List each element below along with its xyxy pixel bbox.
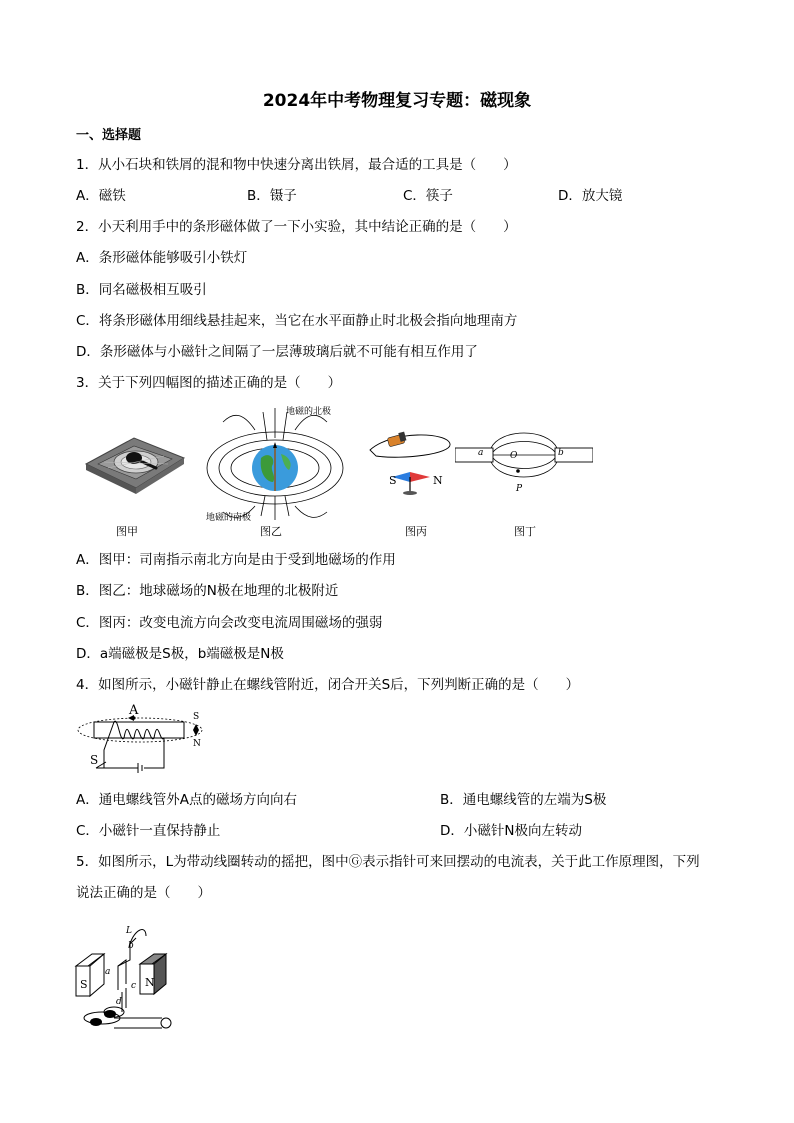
label-bing-n: N [433, 474, 443, 487]
caption-fig-yi: 图乙 [260, 525, 282, 538]
q4-option-c: C．小磁针一直保持静止 [76, 823, 221, 839]
q1-stem: 1．从小石块和铁屑的混和物中快速分离出铁屑，最合适的工具是（ ） [76, 157, 517, 173]
q3-option-d: D．a端磁极是S极，b端磁极是N极 [76, 646, 284, 662]
section-heading: 一、选择题 [76, 128, 142, 143]
figure-ding-field-lines [455, 426, 593, 498]
q4-stem: 4．如图所示，小磁针静止在螺线管附近，闭合开关S后，下列判断正确的是（ ） [76, 677, 580, 693]
q4-option-b: B．通电螺线管的左端为S极 [440, 792, 607, 808]
label-q4-switch-s: S [90, 753, 99, 767]
q3-option-b: B．图乙：地球磁场的N极在地理的北极附近 [76, 583, 339, 599]
q1-option-b: B．镊子 [247, 188, 297, 204]
label-geomagnetic-north: 地磁的北极 [286, 407, 332, 417]
q3-stem: 3．关于下列四幅图的描述正确的是（ ） [76, 375, 342, 391]
label-q5-a: a [105, 967, 111, 977]
figure-bing-oersted [362, 430, 454, 500]
caption-fig-ding: 图丁 [514, 525, 536, 538]
label-geomagnetic-south: 地磁的南极 [206, 513, 252, 523]
label-ding-b: b [558, 448, 564, 458]
label-q4-needle-n: N [193, 739, 201, 749]
caption-fig-jia: 图甲 [116, 525, 138, 538]
figure-yi-earth-field [203, 402, 347, 520]
q1-option-c: C．筷子 [403, 188, 453, 204]
label-ding-a: a [478, 448, 484, 458]
label-q5-d: d [116, 997, 122, 1007]
label-ding-o: O [510, 451, 518, 461]
page-title: 2024年中考物理复习专题：磁现象 [262, 91, 532, 111]
q2-stem: 2．小天利用手中的条形磁体做了一下小实验，其中结论正确的是（ ） [76, 219, 517, 235]
q1-option-d: D．放大镜 [558, 188, 623, 204]
q2-option-d: D．条形磁体与小磁针之间隔了一层薄玻璃后就不可能有相互作用了 [76, 344, 478, 360]
figure-jia-sinan [78, 428, 190, 496]
label-q4-needle-s: S [193, 712, 200, 722]
q2-option-c: C．将条形磁体用细线悬挂起来，当它在水平面静止时北极会指向地理南方 [76, 313, 518, 329]
label-bing-s: S [389, 474, 397, 487]
q4-option-a: A．通电螺线管外A点的磁场方向向右 [76, 792, 297, 808]
label-q5-s: S [80, 978, 88, 991]
label-q4-point-a: A [129, 703, 139, 718]
figure-q5-generator [74, 920, 184, 1032]
q3-option-a: A．图甲：司南指示南北方向是由于受到地磁场的作用 [76, 552, 396, 568]
label-q5-b: b [128, 941, 134, 951]
q4-option-d: D．小磁针N极向左转动 [440, 823, 582, 839]
caption-fig-bing: 图丙 [405, 525, 427, 538]
label-ding-p: P [516, 484, 523, 494]
label-q5-c: c [131, 981, 137, 991]
label-q5-n: N [145, 976, 155, 989]
q2-option-a: A．条形磁体能够吸引小铁灯 [76, 250, 248, 266]
q5-stem-line1: 5．如图所示，L为带动线圈转动的摇把，图中Ⓖ表示指针可来回摆动的电流表，关于此工作原理图，下列 [76, 854, 700, 870]
q3-option-c: C．图丙：改变电流方向会改变电流周围磁场的强弱 [76, 615, 383, 631]
label-q5-l: L [126, 926, 132, 936]
q1-option-a: A．磁铁 [76, 188, 126, 204]
q5-stem-line2: 说法正确的是（ ） [76, 885, 211, 901]
q2-option-b: B．同名磁极相互吸引 [76, 282, 207, 298]
